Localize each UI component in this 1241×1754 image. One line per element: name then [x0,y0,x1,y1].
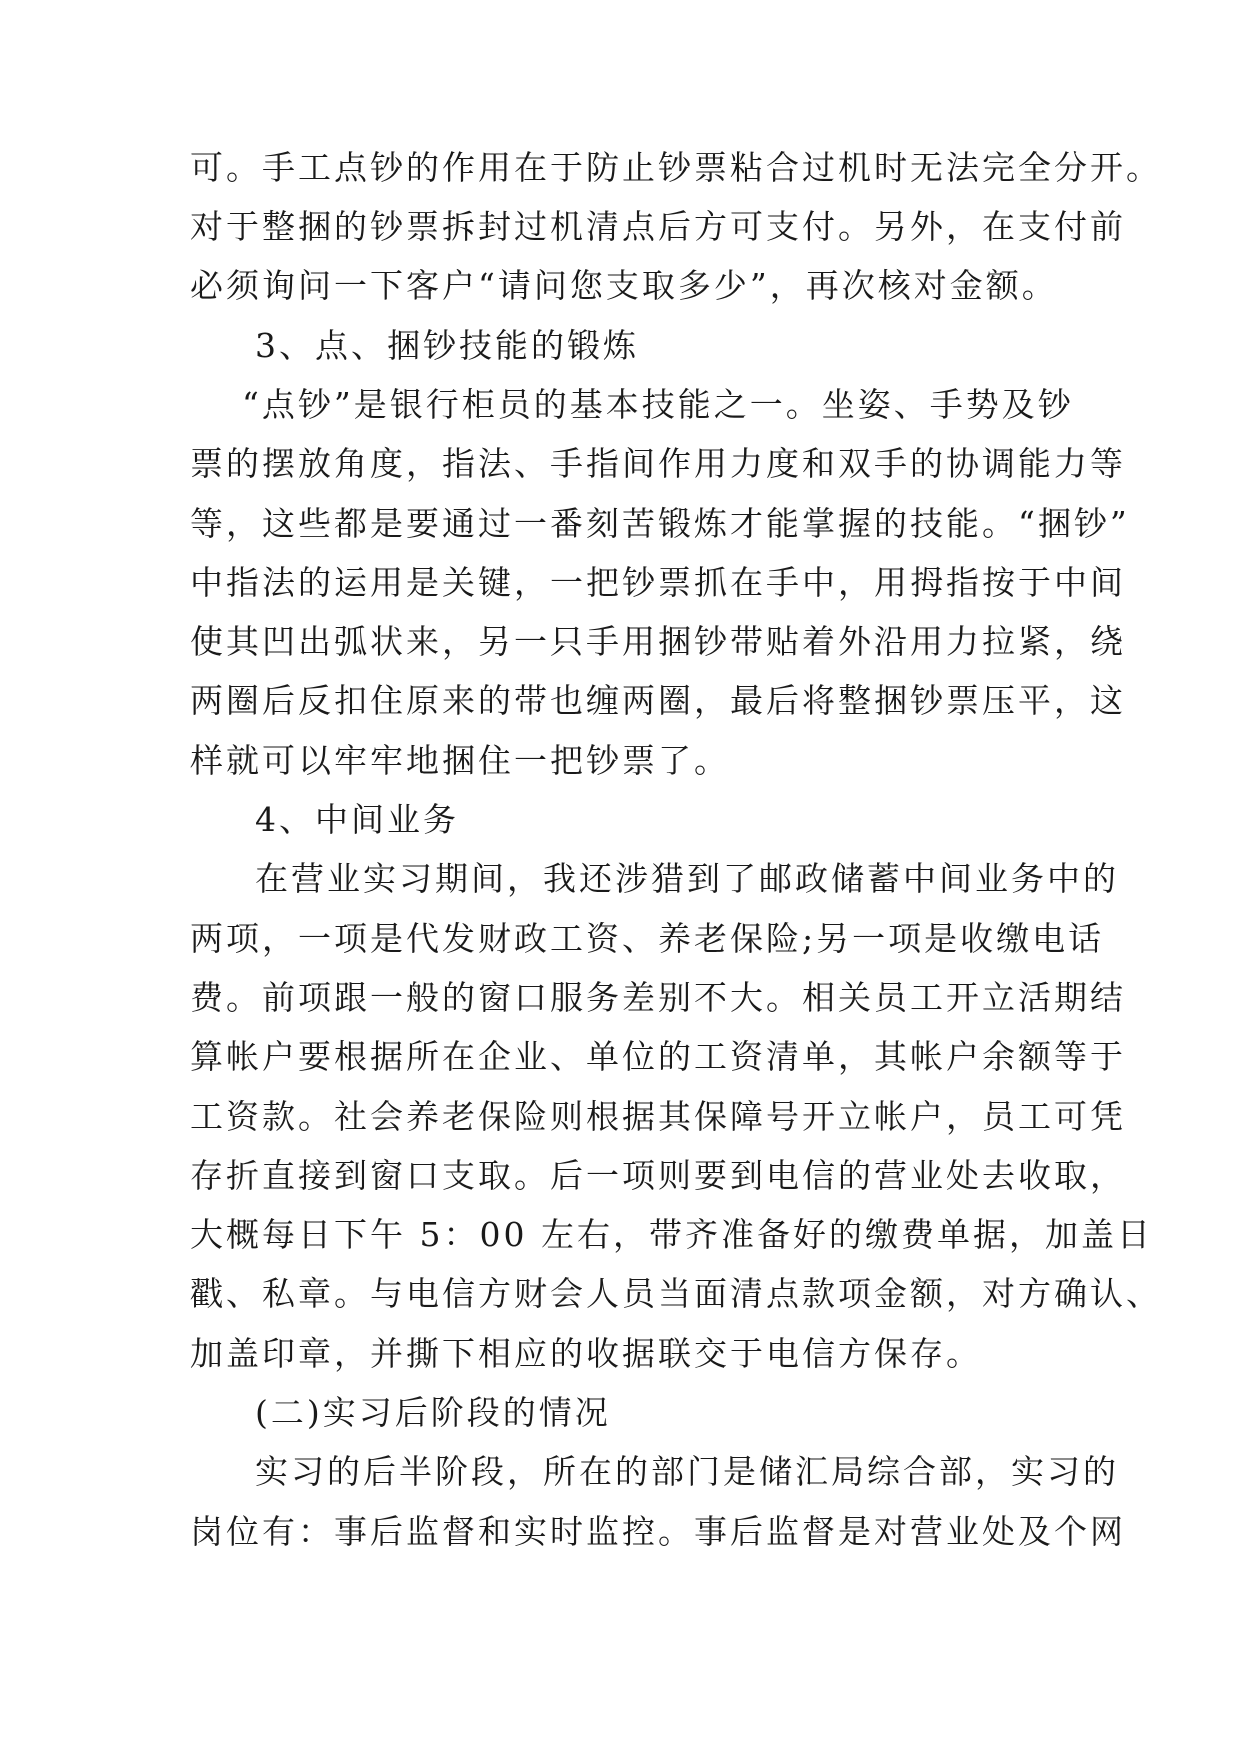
text-line: 费。前项跟一般的窗口服务差别不大。相关员工开立活期结 [190,978,1126,1017]
paragraph-first-line: 在营业实习期间，我还涉猎到了邮政储蓄中间业务中的 [255,859,1119,898]
text-line: 存折直接到窗口支取。后一项则要到电信的营业处去收取， [190,1156,1126,1195]
text-line: 票的摆放角度，指法、手指间作用力度和双手的协调能力等 [190,444,1126,483]
text-line: 可。手工点钞的作用在于防止钞票粘合过机时无法完全分开。 [190,148,1162,187]
text-line: 中指法的运用是关键，一把钞票抓在手中，用拇指按于中间 [190,563,1126,602]
section-heading: 3、点、捆钞技能的锻炼 [255,326,639,365]
text-line: 大概每日下午 5：00 左右，带齐准备好的缴费单据，加盖日 [190,1215,1153,1254]
section-heading: 4、中间业务 [255,800,459,839]
text-line: 对于整捆的钞票拆封过机清点后方可支付。另外，在支付前 [190,207,1126,246]
paragraph-first-line: 实习的后半阶段，所在的部门是储汇局综合部，实习的 [255,1452,1119,1491]
text-line: 使其凹出弧状来，另一只手用捆钞带贴着外沿用力拉紧，绕 [190,622,1126,661]
text-line: 必须询问一下客户“请问您支取多少”，再次核对金额。 [190,266,1058,305]
text-line: 戳、私章。与电信方财会人员当面清点款项金额，对方确认、 [190,1274,1162,1313]
paragraph-first-line: “点钞”是银行柜员的基本技能之一。坐姿、手势及钞 [242,385,1074,424]
text-line: 两项，一项是代发财政工资、养老保险;另一项是收缴电话 [190,919,1105,958]
text-line: 工资款。社会养老保险则根据其保障号开立帐户，员工可凭 [190,1097,1126,1136]
text-line: 两圈后反扣住原来的带也缠两圈，最后将整捆钞票压平，这 [190,681,1126,720]
text-line: 岗位有：事后监督和实时监控。事后监督是对营业处及个网 [190,1512,1126,1551]
text-line: 等，这些都是要通过一番刻苦锻炼才能掌握的技能。“捆钞” [190,504,1130,543]
text-line: 样就可以牢牢地捆住一把钞票了。 [190,741,730,780]
text-line: 加盖印章，并撕下相应的收据联交于电信方保存。 [190,1334,982,1373]
text-line: 算帐户要根据所在企业、单位的工资清单，其帐户余额等于 [190,1037,1126,1076]
section-heading: (二)实习后阶段的情况 [255,1393,611,1432]
